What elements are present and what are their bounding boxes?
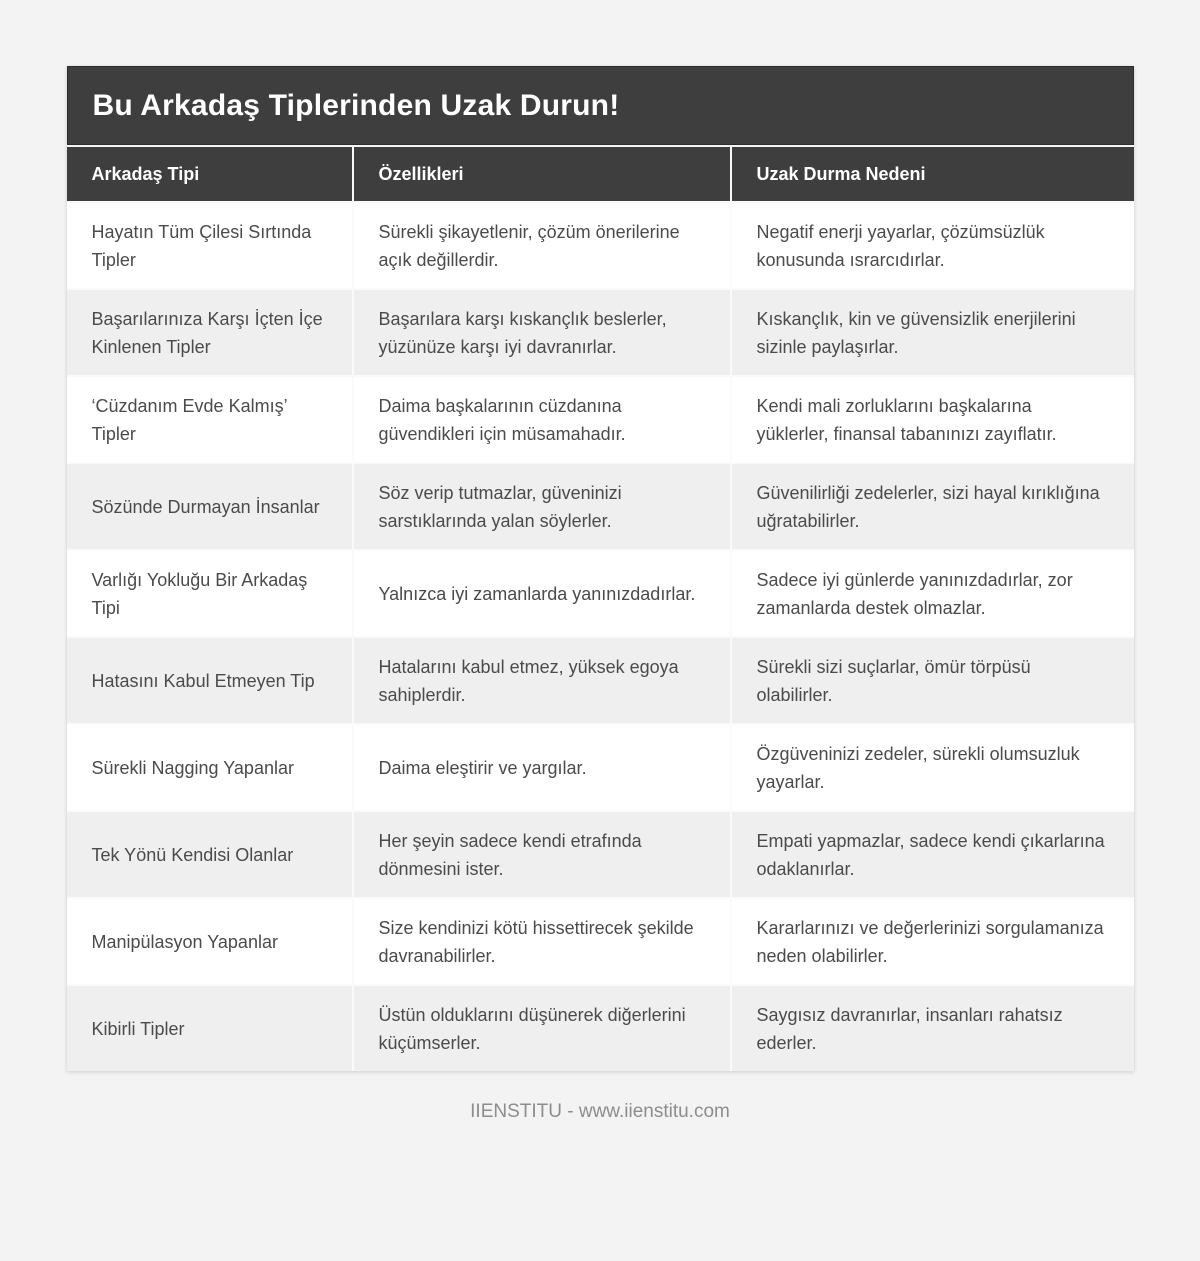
cell-traits: Üstün olduklarını düşünerek diğerlerini küçümserler. xyxy=(354,986,730,1071)
cell-traits: Size kendinizi kötü hissettirecek şekilde davranabilirler. xyxy=(354,899,730,984)
cell-traits: Her şeyin sadece kendi etrafında dönmesini ister. xyxy=(354,812,730,897)
cell-traits: Daima başkalarının cüzdanına güvendikleri için müsamahadır. xyxy=(354,377,730,462)
cell-friend-type: Tek Yönü Kendisi Olanlar xyxy=(67,812,352,897)
cell-reason: Kararlarınızı ve değerlerinizi sorgulamanıza neden olabilirler. xyxy=(732,899,1134,984)
cell-friend-type: Manipülasyon Yapanlar xyxy=(67,899,352,984)
column-header-reason: Uzak Durma Nedeni xyxy=(732,147,1134,201)
cell-friend-type: Başarılarınıza Karşı İçten İçe Kinlenen Tipler xyxy=(67,290,352,375)
cell-friend-type: Hayatın Tüm Çilesi Sırtında Tipler xyxy=(67,203,352,288)
cell-reason: Negatif enerji yayarlar, çözümsüzlük konusunda ısrarcıdırlar. xyxy=(732,203,1134,288)
cell-reason: Kıskançlık, kin ve güvensizlik enerjilerini sizinle paylaşırlar. xyxy=(732,290,1134,375)
cell-reason: Saygısız davranırlar, insanları rahatsız ederler. xyxy=(732,986,1134,1071)
cell-reason: Sürekli sizi suçlarlar, ömür törpüsü olabilirler. xyxy=(732,638,1134,723)
friend-types-table xyxy=(67,147,1134,1071)
friend-types-card xyxy=(67,66,1134,1071)
cell-friend-type: Sözünde Durmayan İnsanlar xyxy=(67,464,352,549)
cell-reason: Sadece iyi günlerde yanınızdadırlar, zor zamanlarda destek olmazlar. xyxy=(732,551,1134,636)
cell-traits: Daima eleştirir ve yargılar. xyxy=(354,725,730,810)
cell-friend-type: Varlığı Yokluğu Bir Arkadaş Tipi xyxy=(67,551,352,636)
cell-friend-type: Hatasını Kabul Etmeyen Tip xyxy=(67,638,352,723)
cell-reason: Güvenilirliği zedelerler, sizi hayal kırıklığına uğratabilirler. xyxy=(732,464,1134,549)
cell-friend-type: Sürekli Nagging Yapanlar xyxy=(67,725,352,810)
cell-reason: Kendi mali zorluklarını başkalarına yüklerler, finansal tabanınızı zayıflatır. xyxy=(732,377,1134,462)
page-title: Bu Arkadaş Tiplerinden Uzak Durun! xyxy=(92,88,620,122)
cell-traits: Hatalarını kabul etmez, yüksek egoya sahiplerdir. xyxy=(354,638,730,723)
footer-credit: IIENSTITU - www.iienstitu.com xyxy=(470,1101,730,1122)
cell-reason: Empati yapmazlar, sadece kendi çıkarlarına odaklanırlar. xyxy=(732,812,1134,897)
cell-friend-type: ‘Cüzdanım Evde Kalmış’ Tipler xyxy=(67,377,352,462)
column-header-friend-type: Arkadaş Tipi xyxy=(67,147,352,201)
column-header-traits: Özellikleri xyxy=(354,147,730,201)
title-bar xyxy=(67,66,1134,145)
cell-traits: Sürekli şikayetlenir, çözüm önerilerine açık değillerdir. xyxy=(354,203,730,288)
cell-reason: Özgüveninizi zedeler, sürekli olumsuzluk yayarlar. xyxy=(732,725,1134,810)
cell-traits: Yalnızca iyi zamanlarda yanınızdadırlar. xyxy=(354,551,730,636)
cell-traits: Başarılara karşı kıskançlık beslerler, yüzünüze karşı iyi davranırlar. xyxy=(354,290,730,375)
cell-traits: Söz verip tutmazlar, güveninizi sarstıklarında yalan söylerler. xyxy=(354,464,730,549)
cell-friend-type: Kibirli Tipler xyxy=(67,986,352,1071)
